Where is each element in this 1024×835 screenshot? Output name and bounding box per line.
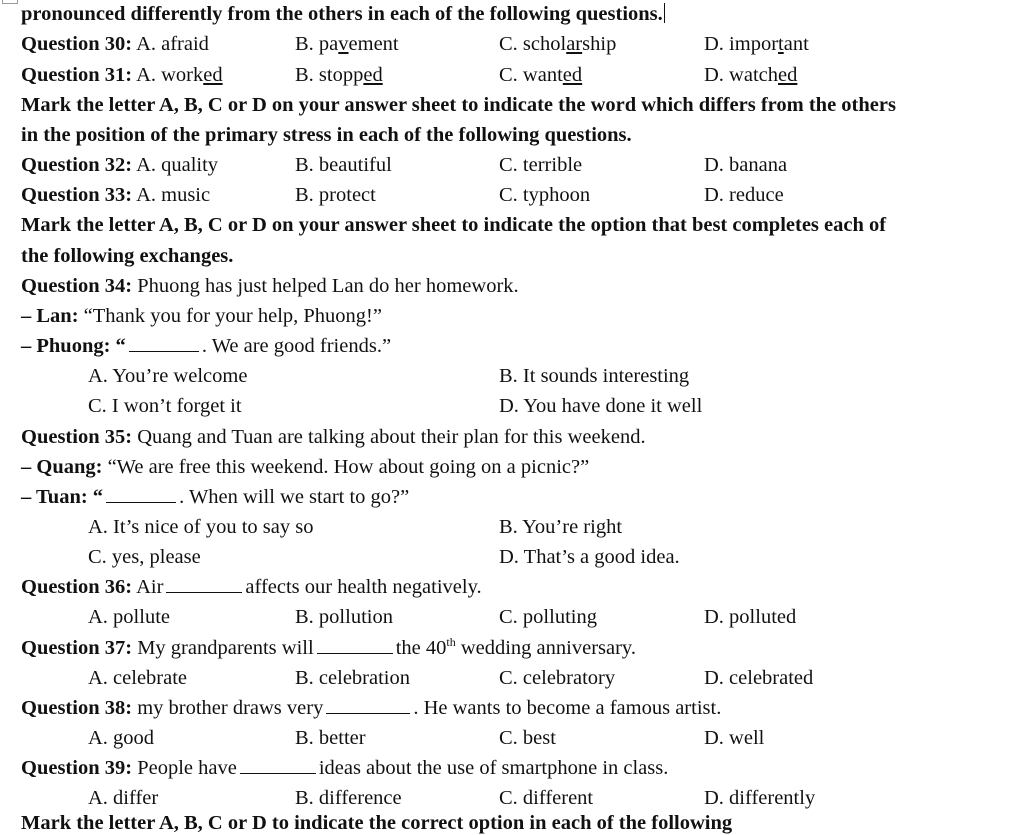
option-d: D. well (704, 727, 765, 749)
question-39-stem: Question 39: People have ideas about the use of smartphone in class. (21, 757, 669, 779)
option-b: B. pavement (295, 33, 399, 55)
stress-instruction-line-2: in the position of the primary stress in each of the following questions. (21, 124, 632, 146)
option-a: A. good (88, 727, 155, 749)
option-a: A. You’re welcome (88, 365, 248, 387)
option-b: B. stopped (295, 64, 383, 86)
option-b: B. You’re right (499, 516, 623, 538)
option-d: D. celebrated (704, 667, 814, 689)
answer-blank (317, 636, 393, 654)
option-a: A. celebrate (88, 667, 188, 689)
question-34-dialogue-lan: – Lan: “Thank you for your help, Phuong!” (21, 305, 382, 327)
question-30 (0, 32, 1024, 56)
option-c: C. wanted (499, 64, 583, 86)
option-c: C. best (499, 727, 556, 749)
option-c: C. polluting (499, 606, 597, 628)
question-35-dialogue-tuan: – Tuan: “ . When will we start to go?” (21, 486, 410, 508)
question-37-stem: Question 37: My grandparents will the 40th wedding anniversary. (21, 635, 636, 659)
answer-blank (166, 575, 242, 593)
option-b: B. It sounds interesting (499, 365, 690, 387)
option-c: C. typhoon (499, 184, 591, 206)
question-32 (0, 153, 1024, 177)
option-d: D. You have done it well (499, 395, 703, 417)
option-c: C. scholarship (499, 33, 617, 55)
option-b: B. protect (295, 184, 376, 206)
question-38-stem: Question 38: my brother draws very . He wants to become a famous artist. (21, 697, 722, 719)
question-33-stem: Question 33: A. music (21, 184, 211, 206)
question-31 (0, 63, 1024, 87)
text-cursor (664, 3, 666, 23)
answer-blank (240, 756, 316, 774)
option-c: C. yes, please (88, 546, 201, 568)
option-c: C. I won’t forget it (88, 395, 242, 417)
option-d: D. differently (704, 787, 816, 809)
question-35-dialogue-quang: – Quang: “We are free this weekend. How about going on a picnic?” (21, 456, 590, 478)
question-32-stem: Question 32: A. quality (21, 154, 219, 176)
option-c: C. different (499, 787, 594, 809)
option-b: B. celebration (295, 667, 410, 689)
page-corner-mark (2, 0, 18, 4)
question-31-stem: Question 31: A. worked (21, 64, 223, 86)
question-35-stem: Question 35: Quang and Tuan are talking about their plan for this weekend. (21, 426, 646, 448)
question-33 (0, 183, 1024, 207)
option-d: D. watched (704, 64, 798, 86)
option-d: D. That’s a good idea. (499, 546, 680, 568)
header-instruction: pronounced differently from the others in each of the following questions. (21, 2, 665, 26)
option-d: D. reduce (704, 184, 784, 206)
option-b: B. beautiful (295, 154, 392, 176)
question-30-stem: Question 30: A. afraid (21, 33, 209, 55)
exchange-instruction-line-1: Mark the letter A, B, C or D on your answer sheet to indicate the option that best completes each of (21, 214, 887, 236)
option-b: B. difference (295, 787, 402, 809)
option-a: A. pollute (88, 606, 170, 628)
answer-blank (129, 334, 199, 352)
exchange-instruction-line-2: the following exchanges. (21, 245, 234, 267)
answer-blank (326, 696, 410, 714)
question-36-stem: Question 36: Air affects our health negatively. (21, 576, 482, 598)
option-c: C. celebratory (499, 667, 616, 689)
option-b: B. better (295, 727, 366, 749)
stress-instruction-line-1: Mark the letter A, B, C or D on your answer sheet to indicate the word which differs from the others (21, 94, 896, 116)
cutoff-instruction: Mark the letter A, B, C or D to indicate the correct option in each of the following (21, 812, 733, 834)
option-d: D. banana (704, 154, 788, 176)
option-a: A. It’s nice of you to say so (88, 516, 314, 538)
question-34-dialogue-phuong: – Phuong: “ . We are good friends.” (21, 335, 392, 357)
option-a: A. differ (88, 787, 159, 809)
option-b: B. pollution (295, 606, 393, 628)
option-c: C. terrible (499, 154, 583, 176)
option-d: D. polluted (704, 606, 797, 628)
answer-blank (106, 485, 176, 503)
option-d: D. important (704, 33, 809, 55)
question-34-stem: Question 34: Phuong has just helped Lan do her homework. (21, 275, 519, 297)
